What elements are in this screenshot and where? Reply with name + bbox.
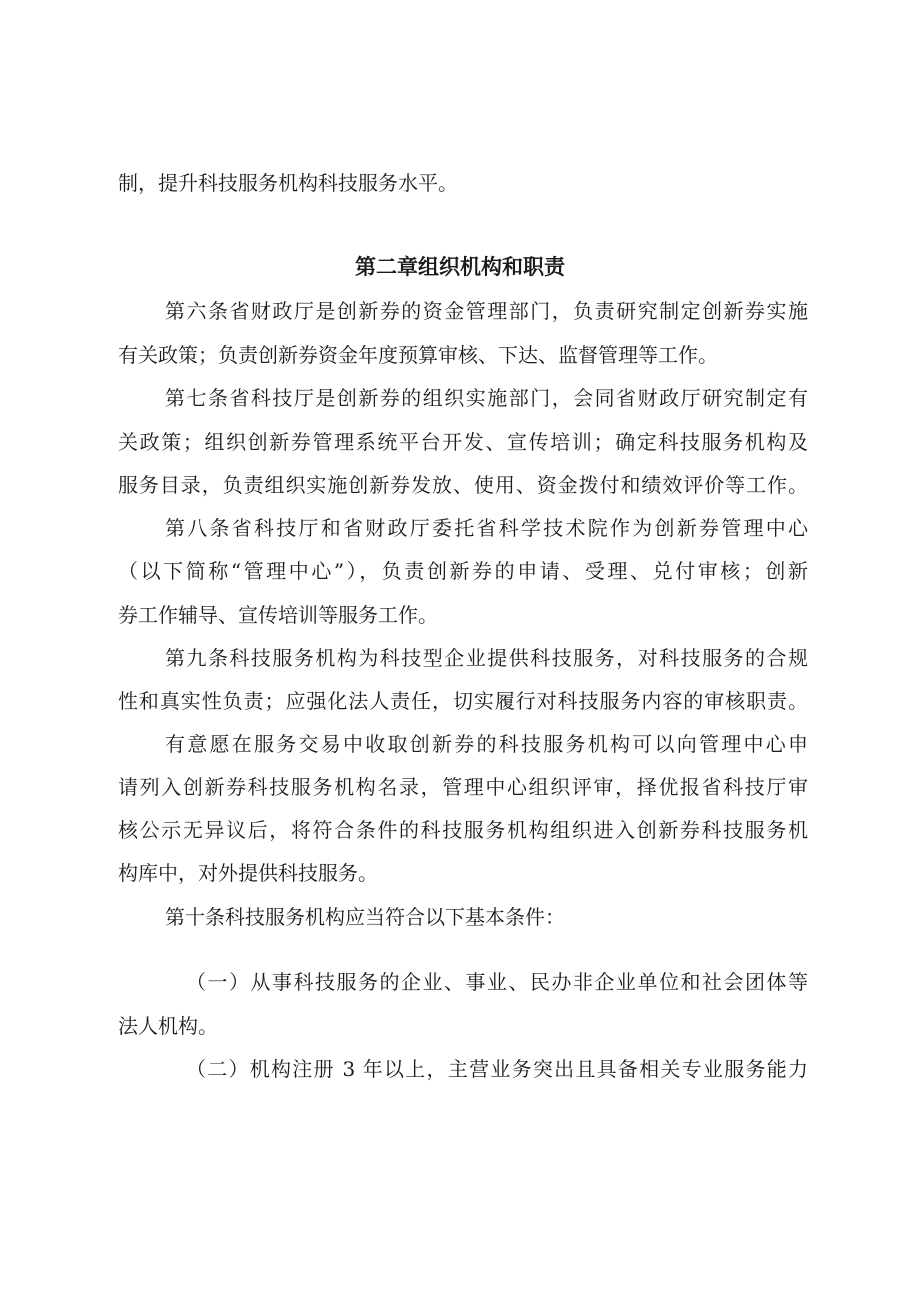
paragraph-line: 关政策；组织创新券管理系统平台开发、宣传培训；确定科技服务机构及 [118,430,808,454]
paragraph-line: 性和真实性负责；应强化法人责任，切实履行对科技服务内容的审核职责。 [118,689,808,713]
list-item-line: （一）从事科技服务的企业、事业、民办非企业单位和社会团体等 [186,970,808,994]
paragraph-line: 服务目录，负责组织实施创新券发放、使用、资金拨付和绩效评价等工作。 [118,473,808,497]
paragraph-line: 第六条省财政厅是创新券的资金管理部门，负责研究制定创新券实施 [165,299,808,323]
paragraph-line: （以下简称“管理中心”），负责创新券的申请、受理、兑付审核；创新 [118,559,808,583]
paragraph-line: 第十条科技服务机构应当符合以下基本条件： [165,905,565,929]
paragraph-line: 构库中，对外提供科技服务。 [118,861,378,885]
paragraph-line: 第七条省科技厅是创新券的组织实施部门，会同省财政厅研究制定有 [165,386,808,410]
paragraph-line: 有关政策；负责创新券资金年度预算审核、下达、监督管理等工作。 [118,343,718,367]
list-item-line: （二）机构注册 3 年以上，主营业务突出且具备相关专业服务能力 [186,1057,808,1081]
paragraph-line: 第九条科技服务机构为科技型企业提供科技服务，对科技服务的合规 [165,646,808,670]
paragraph-line: 有意愿在服务交易中收取创新券的科技服务机构可以向管理中心申 [165,732,808,756]
paragraph-line: 核公示无异议后，将符合条件的科技服务机构组织进入创新券科技服务机 [118,818,808,842]
paragraph-line: 制，提升科技服务机构科技服务水平。 [118,171,458,195]
paragraph-line: 请列入创新券科技服务机构名录，管理中心组织评审，择优报省科技厅审 [118,775,808,799]
chapter-heading: 第二章组织机构和职责 [355,255,565,279]
paragraph-line: 第八条省科技厅和省财政厅委托省科学技术院作为创新券管理中心 [165,516,808,540]
list-item-line: 法人机构。 [118,1014,218,1038]
paragraph-line: 券工作辅导、宣传培训等服务工作。 [118,603,438,627]
